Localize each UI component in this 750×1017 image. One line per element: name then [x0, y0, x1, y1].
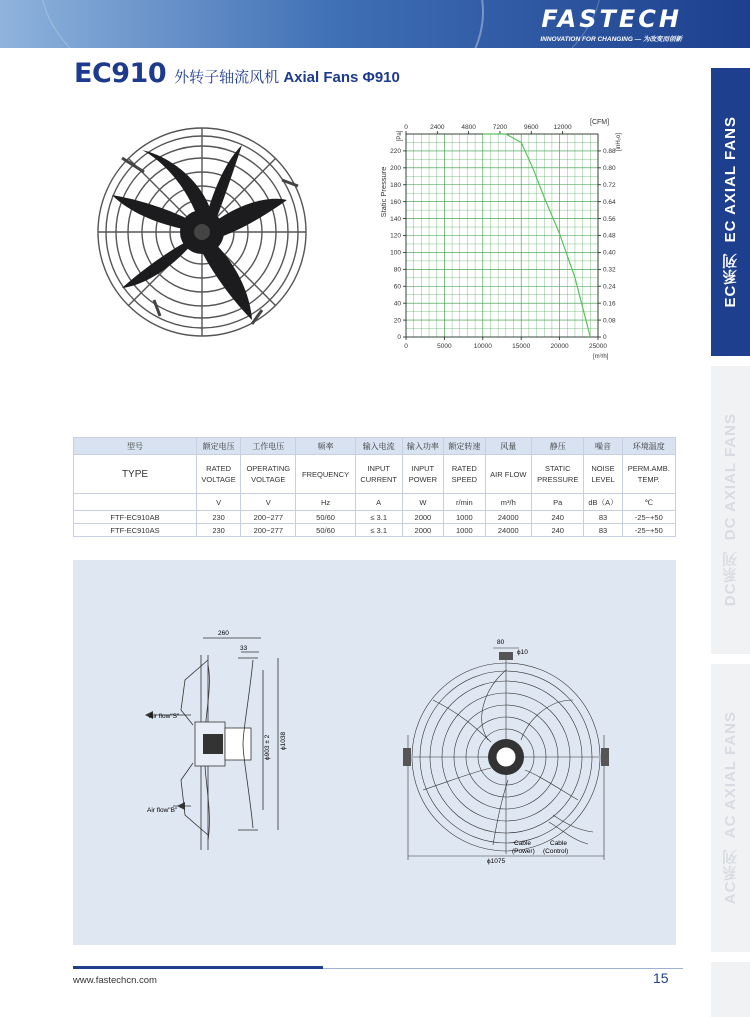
- tab-ec-en: EC AXIAL FANS: [722, 116, 739, 243]
- table-unit-cell: dB（A）: [584, 494, 622, 511]
- table-header-cell-en: STATIC PRESSURE: [532, 455, 584, 494]
- table-cell: -25~+50: [622, 524, 675, 537]
- table-cell: ≤ 3.1: [355, 511, 402, 524]
- table-header-cell-cn: 噪音: [584, 438, 622, 455]
- table-header-cell-cn: 风量: [485, 438, 531, 455]
- table-header-cell-en: OPERATING VOLTAGE: [241, 455, 296, 494]
- table-cell: 230: [197, 511, 241, 524]
- y-tick-label: 180: [390, 181, 401, 189]
- y-tick-label: 160: [390, 198, 401, 206]
- table-cell: -25~+50: [622, 511, 675, 524]
- y-tick-label: 80: [393, 266, 401, 274]
- cable-control-label: Cable (Control): [543, 840, 569, 855]
- table-cell: 240: [532, 524, 584, 537]
- dim-33: 33: [240, 645, 248, 652]
- table-unit-cell: [74, 494, 197, 511]
- y2-tick-label: 0.40: [603, 249, 616, 257]
- brand-logo: FASTECH: [541, 5, 682, 33]
- table-body: [74, 511, 676, 537]
- table-cell: 200~277: [241, 511, 296, 524]
- table-header-cn: [74, 438, 676, 455]
- table-cell: 240: [532, 511, 584, 524]
- tab-ac-en: AC AXIAL FANS: [722, 711, 739, 839]
- table-unit-cell: m³/h: [485, 494, 531, 511]
- table-header-cell-en: AIR FLOW: [485, 455, 531, 494]
- y2-tick-label: 0.56: [603, 215, 616, 223]
- title-cn: 外转子轴流风机: [174, 69, 280, 86]
- dimension-drawing-panel: [73, 560, 676, 945]
- table-header-cell-cn: 输入电流: [355, 438, 402, 455]
- table-header-cell-cn: 输入功率: [402, 438, 443, 455]
- performance-chart: [376, 112, 646, 367]
- table-unit-cell: W: [402, 494, 443, 511]
- fan-product-image: [82, 120, 312, 345]
- y2-tick-label: 0.08: [603, 317, 616, 325]
- table-cell: FTF-EC910AB: [74, 511, 197, 524]
- x2-tick-label: 9600: [524, 124, 539, 131]
- y-axis-unit: [Pa]: [397, 130, 403, 142]
- table-cell: 50/60: [296, 524, 355, 537]
- table-header-cell-en: NOISE LEVEL: [584, 455, 622, 494]
- y-tick-label: 40: [393, 300, 401, 308]
- table-header-cell-en: RATED SPEED: [444, 455, 485, 494]
- y2-tick-label: 0.88: [603, 148, 616, 156]
- x-tick-label: 15000: [512, 343, 531, 350]
- y-tick-label: 0: [397, 334, 401, 342]
- cable-power-label: Cable (Power): [512, 840, 535, 855]
- table-header-cell-en: INPUT POWER: [402, 455, 443, 494]
- table-header-cell-en: INPUT CURRENT: [355, 455, 402, 494]
- tab-next[interactable]: [711, 962, 750, 1017]
- dim-260: 260: [218, 630, 229, 637]
- dim-1075: ϕ1075: [487, 858, 506, 865]
- footer-accent-bar: [73, 966, 323, 969]
- y2-tick-label: 0.16: [603, 300, 616, 308]
- y-tick-label: 100: [390, 249, 401, 257]
- tab-dc-axial-fans[interactable]: [711, 366, 750, 654]
- table-unit-cell: V: [241, 494, 296, 511]
- table-unit-cell: A: [355, 494, 402, 511]
- y2-tick-label: 0.48: [603, 232, 616, 240]
- dim-903: ϕ903 ± 2: [264, 734, 271, 760]
- table-unit-cell: Pa: [532, 494, 584, 511]
- title-subtitle: [174, 66, 400, 87]
- dim-80: 80: [497, 639, 505, 646]
- table-cell: 83: [584, 511, 622, 524]
- x-axis-unit: [m³/h]: [593, 354, 609, 360]
- x-tick-label: 0: [404, 343, 408, 350]
- table-header-cell-cn: 静压: [532, 438, 584, 455]
- x2-axis-unit: [CFM]: [590, 119, 610, 126]
- table-unit-cell: Hz: [296, 494, 355, 511]
- title-en: Axial Fans: [283, 69, 359, 86]
- table-cell: 230: [197, 524, 241, 537]
- table-header-cell-cn: 额定转速: [444, 438, 485, 455]
- page-header: [0, 0, 750, 48]
- table-cell: 24000: [485, 524, 531, 537]
- table-unit-cell: r/min: [444, 494, 485, 511]
- table-header-cell-cn: 工作电压: [241, 438, 296, 455]
- table-cell: 24000: [485, 511, 531, 524]
- brand-tagline: INNOVATION FOR CHANGING — 为改变而创新: [540, 36, 682, 43]
- table-cell: 2000: [402, 511, 443, 524]
- spec-table: [73, 437, 676, 537]
- model-name: EC910: [74, 58, 167, 89]
- y-tick-label: 120: [390, 232, 401, 240]
- y-tick-label: 200: [390, 165, 401, 173]
- x-tick-label: 5000: [437, 343, 452, 350]
- dim-1038: ϕ1038: [280, 731, 287, 750]
- y-axis-label: Static Pressure: [379, 166, 388, 218]
- y-tick-label: 220: [390, 148, 401, 156]
- table-header-cell-cn: 环境温度: [622, 438, 675, 455]
- table-header-en: [74, 455, 676, 494]
- table-header-cell-cn: 频率: [296, 438, 355, 455]
- y2-tick-label: 0.64: [603, 198, 616, 206]
- page-title: [74, 58, 400, 89]
- table-cell: 200~277: [241, 524, 296, 537]
- y2-tick-label: 0.24: [603, 283, 616, 291]
- x-tick-label: 10000: [473, 343, 492, 350]
- table-cell: FTF-EC910AS: [74, 524, 197, 537]
- table-cell: 83: [584, 524, 622, 537]
- y2-tick-label: 0.32: [603, 266, 616, 274]
- table-unit-cell: V: [197, 494, 241, 511]
- tab-ec-cn: EC系列: [722, 252, 739, 308]
- y-tick-label: 20: [393, 317, 401, 325]
- tab-ac-cn: AC系列: [722, 848, 739, 905]
- y2-tick-label: 0.72: [603, 181, 616, 189]
- x2-tick-label: 7200: [492, 124, 508, 131]
- x2-tick-label: 12000: [553, 124, 572, 131]
- table-header-cell-en: FREQUENCY: [296, 455, 355, 494]
- tab-dc-cn: DC系列: [722, 550, 739, 607]
- x-tick-label: 25000: [588, 343, 608, 350]
- x2-tick-label: 0: [404, 124, 408, 131]
- table-cell: 2000: [402, 524, 443, 537]
- airflow-b-label: Air flow"B": [147, 807, 178, 814]
- header-decoration: [40, 0, 602, 48]
- table-row: [74, 511, 676, 524]
- table-cell: 1000: [444, 511, 485, 524]
- x2-tick-label: 2400: [430, 124, 445, 131]
- table-unit-cell: ℃: [622, 494, 675, 511]
- y2-axis-unit: [inH₂o]: [616, 132, 622, 152]
- tab-ac-axial-fans[interactable]: [711, 664, 750, 952]
- dimension-drawings: [73, 560, 676, 945]
- x2-tick-label: 4800: [461, 124, 476, 131]
- page-number: 15: [653, 970, 669, 986]
- table-cell: 1000: [444, 524, 485, 537]
- dim-10: ϕ10: [517, 649, 528, 656]
- y-tick-label: 60: [393, 283, 401, 291]
- table-row: [74, 524, 676, 537]
- tab-ec-axial-fans[interactable]: [711, 68, 750, 356]
- x-tick-label: 20000: [550, 343, 569, 350]
- table-header-cell-en: RATED VOLTAGE: [197, 455, 241, 494]
- table-header-units: [74, 494, 676, 511]
- title-diameter: Φ910: [362, 69, 400, 86]
- footer-url[interactable]: www.fastechcn.com: [73, 975, 157, 986]
- y2-tick-label: 0.80: [603, 165, 616, 173]
- airflow-s-label: Air flow"S": [149, 713, 180, 720]
- table-header-cell-en: PERM.AMB. TEMP.: [622, 455, 675, 494]
- table-header-cell-cn: 额定电压: [197, 438, 241, 455]
- table-header-cell-cn: 型号: [74, 438, 197, 455]
- y2-tick-label: 0: [603, 334, 607, 342]
- table-cell: 50/60: [296, 511, 355, 524]
- tab-dc-en: DC AXIAL FANS: [722, 413, 739, 541]
- y-tick-label: 140: [390, 215, 401, 223]
- table-cell: ≤ 3.1: [355, 524, 402, 537]
- table-header-cell-en: TYPE: [74, 455, 197, 494]
